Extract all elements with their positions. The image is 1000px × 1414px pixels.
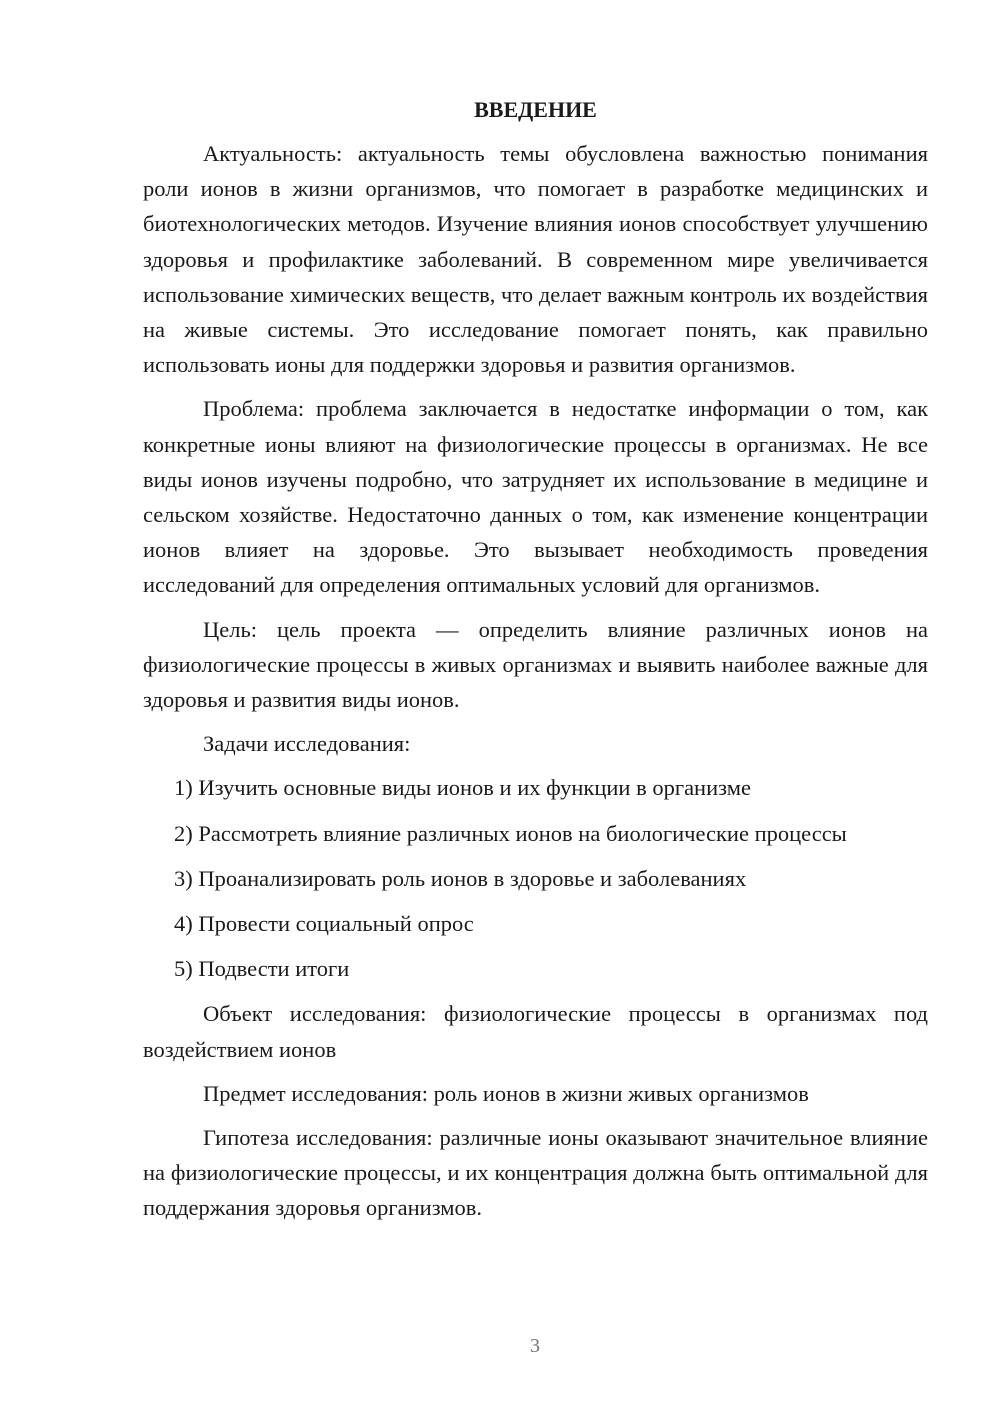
page-number: 3 [530, 1335, 540, 1357]
task-item: 2) Рассмотреть влияние различных ионов на биологические процессы [174, 820, 847, 846]
tasks-list [143, 770, 928, 986]
tasks-heading: Задачи исследования: [203, 731, 411, 757]
subject-paragraph: Предмет исследования: роль ионов в жизни живых организмов [203, 1080, 809, 1106]
hypothesis-paragraph: Гипотеза исследования: различные ионы оказывают значительное влияние на физиологические процессы, и их концентрация должна быть оптимальной для поддержания здоровья организмов. [143, 1125, 928, 1221]
task-item: 4) Провести социальный опрос [174, 911, 474, 937]
goal-paragraph: Цель: цель проекта — определить влияние различных ионов на физиологические процессы в живых организмах и выявить наиболее важные для здоровья и развития виды ионов. [143, 616, 928, 713]
task-item: 5) Подвести итоги [174, 956, 350, 982]
task-item: 1) Изучить основные виды ионов и их функции в организме [174, 775, 751, 801]
task-item: 3) Проанализировать роль ионов в здоровье и заболеваниях [174, 865, 747, 891]
section-title: ВВЕДЕНИЕ [474, 97, 597, 122]
problem-paragraph: Проблема: проблема заключается в недостатке информации о том, как конкретные ионы влияют на физиологические процессы в организмах. Не все виды ионов изучены подробно, что затрудняет их использование в медицине и сельском хозяйстве. Недостаточно данных о том, как изменение концентрации ионов влияет на здоровье. Это вызывает необходимость проведения исследований для определения оптимальных условий для организмов. [143, 396, 928, 598]
relevance-paragraph: Актуальность: актуальность темы обусловлена важностью понимания роли ионов в жизни организмов, что помогает в разработке медицинских и биотехнологических методов. Изучение влияния ионов способствует улучшению здоровья и профилактике заболеваний. В современном мире увеличивается использование химических веществ, что делает важным контроль их воздействия на живые системы. Это исследование помогает понять, как правильно использовать ионы для поддержки здоровья и развития организмов. [143, 141, 928, 378]
object-paragraph: Объект исследования: физиологические процессы в организмах под воздействием ионов [143, 1001, 928, 1062]
page-content [143, 92, 928, 1235]
